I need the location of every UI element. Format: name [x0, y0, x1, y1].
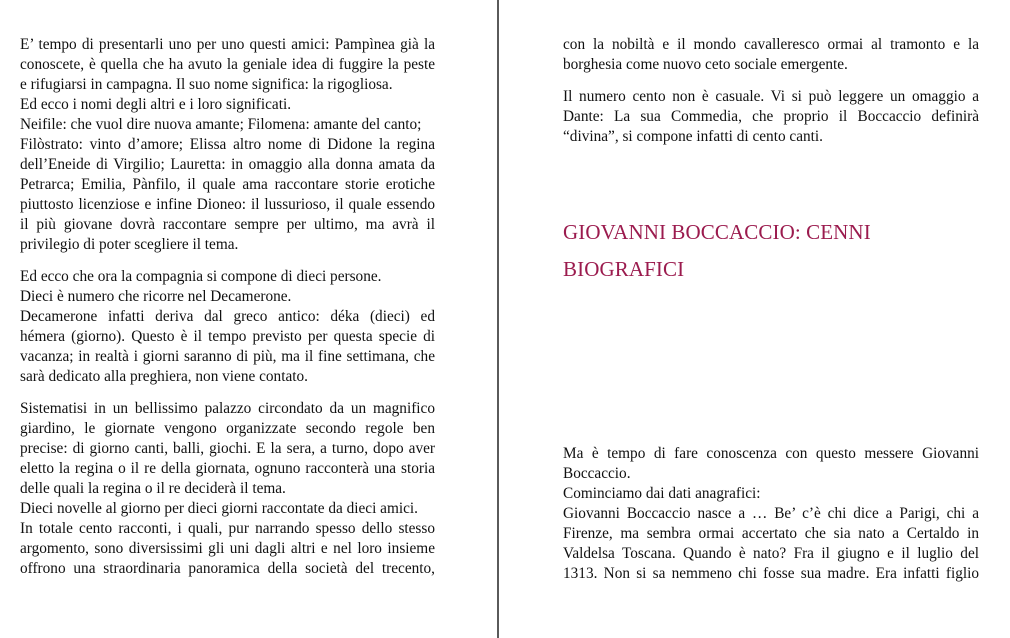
- text-line: Boccaccio.: [563, 465, 631, 482]
- text-line: 1313. Non si sa nemmeno chi fosse sua madre. Era infatti figlio: [563, 565, 979, 582]
- paragraph: [563, 444, 979, 584]
- left-page-body: [20, 35, 435, 591]
- text-line: con la nobiltà e il mondo cavalleresco ormai al tramonto e la: [563, 36, 979, 53]
- text-line: Giovanni Boccaccio nasce a … Be’ c’è chi dice a Parigi, chi a: [563, 505, 979, 522]
- paragraph: [20, 267, 435, 387]
- text-line: piuttosto licenziose e infine Dioneo: il lussurioso, il quale essendo: [20, 196, 435, 213]
- text-line: eletto la regina o il re della giornata, ognuno racconterà una storia: [20, 460, 435, 477]
- text-line: Neifile: che vuol dire nuova amante; Filomena: amante del canto;: [20, 116, 422, 133]
- text-line: il più giovane dovrà raccontare sempre per ultimo, ma avrà il: [20, 216, 435, 233]
- text-line: offrono una straordinaria panoramica della società del trecento,: [20, 560, 435, 577]
- text-line: Dante: La sua Commedia, che proprio il Boccaccio definirà: [563, 108, 979, 125]
- text-line: privilegio di poter scegliere il tema.: [20, 236, 239, 253]
- text-line: Cominciamo dai dati anagrafici:: [563, 485, 761, 502]
- section-heading-line-1: GIOVANNI BOCCACCIO: CENNI: [563, 220, 871, 244]
- text-line: vacanza; in realtà i giorni saranno di più, ma il fine settimana, che: [20, 348, 435, 365]
- paragraph: [563, 35, 979, 75]
- text-line: E’ tempo di presentarli uno per uno questi amici: Pampìnea già la: [20, 36, 435, 53]
- text-line: giardino, le giornate vengono organizzate secondo regole ben: [20, 420, 435, 437]
- right-page-top-body: [563, 35, 979, 159]
- text-line: argomento, sono diversissimi gli uni dagli altri e nel loro insieme: [20, 540, 435, 557]
- text-line: dell’Eneide di Virgilio; Lauretta: in omaggio alla donna amata da: [20, 156, 435, 173]
- text-line: Ed ecco i nomi degli altri e i loro significati.: [20, 96, 292, 113]
- text-line: Il numero cento non è casuale. Vi si può leggere un omaggio a: [563, 88, 979, 105]
- left-page: [0, 0, 498, 638]
- right-page-bottom-body: [563, 444, 979, 596]
- text-line: conoscete, è quella che ha avuto la geniale idea di fuggire la peste: [20, 56, 435, 73]
- text-line: borghesia come nuovo ceto sociale emergente.: [563, 56, 848, 73]
- text-line: Filòstrato: vinto d’amore; Elissa altro nome di Didone la regina: [20, 136, 435, 153]
- text-line: precise: di giorno canti, balli, giochi. E la sera, a turno, dopo aver: [20, 440, 435, 457]
- paragraph: [20, 399, 435, 579]
- text-line: sarà dedicato alla preghiera, non viene contato.: [20, 368, 308, 385]
- text-line: Ma è tempo di fare conoscenza con questo messere Giovanni: [563, 445, 979, 462]
- section-heading: [563, 214, 983, 288]
- text-line: delle quali la regina o il re deciderà il tema.: [20, 480, 286, 497]
- text-line: Ed ecco che ora la compagnia si compone di dieci persone.: [20, 268, 382, 285]
- text-line: “divina”, si compone infatti di cento canti.: [563, 128, 823, 145]
- text-line: Dieci è numero che ricorre nel Decamerone.: [20, 288, 292, 305]
- text-line: Sistematisi in un bellissimo palazzo circondato da un magnifico: [20, 400, 435, 417]
- section-heading-line-2: BIOGRAFICI: [563, 257, 685, 281]
- text-line: Firenze, ma sembra ormai accertato che sia nato a Certaldo in: [563, 525, 979, 542]
- paragraph: [563, 87, 979, 147]
- text-line: Petrarca; Emilia, Pànfilo, il quale ama raccontare storie erotiche: [20, 176, 435, 193]
- text-line: In totale cento racconti, i quali, pur narrando spesso dello stesso: [20, 520, 435, 537]
- right-page: [499, 0, 1010, 638]
- text-line: Decamerone infatti deriva dal greco antico: déka (dieci) ed: [20, 308, 435, 325]
- text-line: Valdelsa Toscana. Quando è nato? Fra il giugno e il luglio del: [563, 545, 979, 562]
- text-line: Dieci novelle al giorno per dieci giorni raccontate da dieci amici.: [20, 500, 418, 517]
- paragraph: [20, 35, 435, 255]
- text-line: e rifugiarsi in campagna. Il suo nome significa: la rigogliosa.: [20, 76, 393, 93]
- text-line: hémera (giorno). Questo è il tempo previsto per questa specie di: [20, 328, 435, 345]
